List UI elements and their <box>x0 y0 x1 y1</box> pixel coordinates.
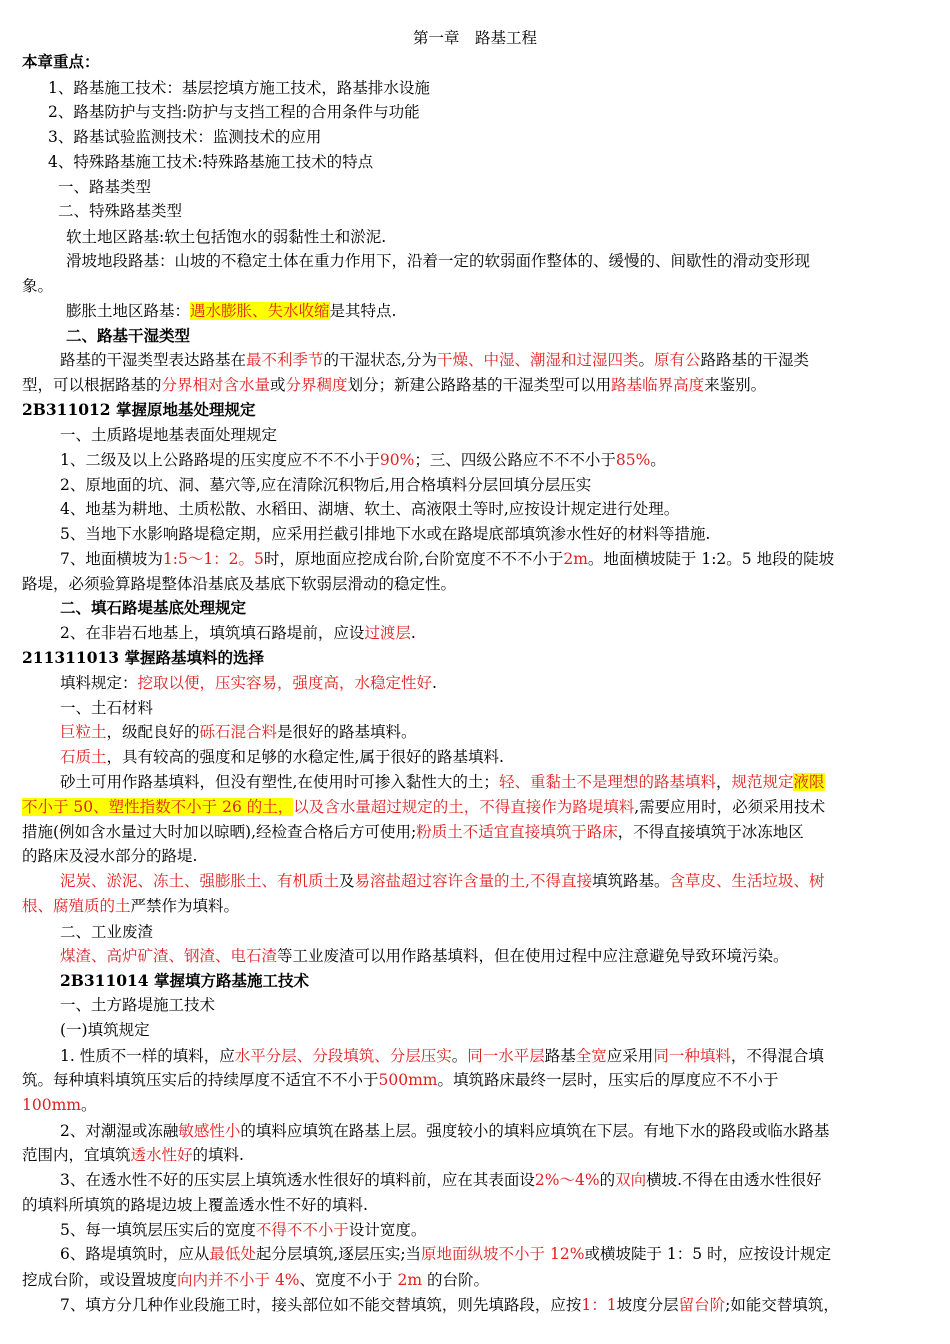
text-line <box>60 1046 932 1066</box>
text-segment: 一、土方路堤施工技术 <box>60 996 216 1014</box>
text-line <box>22 276 932 296</box>
text-segment: 根、腐殖质的土 <box>22 897 131 915</box>
text-line <box>60 350 932 370</box>
text-segment: 横坡.不得在由透水性很好 <box>646 1171 822 1189</box>
text-segment: 以及含水量超过规定的土，不得直接作为路堤填料 <box>293 798 635 816</box>
text-segment: 透水性好 <box>130 1146 193 1164</box>
text-line <box>60 673 932 693</box>
text-line <box>22 846 932 866</box>
text-segment: 向内并不小于 4% <box>177 1271 300 1289</box>
text-segment: 211311013 掌握路基填料的选择 <box>22 648 264 667</box>
text-line <box>22 52 932 72</box>
text-line <box>66 251 932 271</box>
text-segment: 规范规定 <box>731 773 794 791</box>
text-segment: 及 <box>339 872 355 890</box>
text-line <box>60 871 932 891</box>
text-segment: 挖成台阶，或设置坡度 <box>22 1271 178 1289</box>
text-segment: 的填料应填筑在路基上层。强度较小的填料应填筑在下层。有地下水的路段或临水路基 <box>240 1122 830 1140</box>
text-segment: 同一水平层 <box>467 1047 545 1065</box>
text-segment: 500mm <box>378 1071 438 1089</box>
text-segment: 留台阶 <box>678 1296 726 1314</box>
text-segment: ， <box>715 773 732 791</box>
text-line <box>60 1244 932 1264</box>
text-segment: 过渡层 <box>364 624 411 642</box>
text-segment: 划分；新建公路路基的干湿类型可以用 <box>347 376 612 394</box>
text-segment: 85% <box>615 451 651 469</box>
text-segment: 2、对潮湿或冻融 <box>60 1122 179 1140</box>
text-segment: 90% <box>379 451 415 469</box>
text-segment: 二、路基干湿类型 <box>66 326 191 345</box>
text-segment: 2、在非岩石地基上，填筑填石路堤前，应设 <box>60 624 365 642</box>
text-segment: 坡度分层 <box>616 1296 679 1314</box>
text-segment: 时，原地面应挖成台阶,台阶宽度不不不小于 <box>263 550 564 568</box>
text-segment: 遇水膨胀、失水收缩 <box>190 302 330 320</box>
text-segment: ;如能交替填筑， <box>725 1296 839 1314</box>
text-segment: 双向 <box>615 1171 647 1189</box>
text-segment: 象。 <box>22 277 54 295</box>
text-segment: 的填料所填筑的路堤边坡上覆盖透水性不好的填料. <box>22 1196 368 1214</box>
text-line <box>60 922 932 942</box>
text-segment: 路基临界高度 <box>611 376 705 394</box>
text-line <box>22 822 932 842</box>
text-segment: 措施(例如含水量过大时加以晾晒),经检查合格后方可使用; <box>22 823 417 841</box>
text-segment: 路路基的干湿类 <box>700 351 810 369</box>
text-line <box>60 995 932 1015</box>
text-segment: 砂土可用作路基填料，但没有塑性,在使用时可掺入黏性大的土； <box>60 773 499 791</box>
text-segment: 3、在透水性不好的压实层上填筑透水性很好的填料前，应在其表面设 <box>60 1171 535 1189</box>
text-segment: 2m <box>563 550 588 568</box>
text-segment: 分界稠度 <box>285 376 348 394</box>
text-segment: ，级配良好的 <box>106 723 200 741</box>
text-line <box>60 747 932 767</box>
text-line <box>60 598 932 618</box>
text-segment: 水平分层、分段填筑、分层压实 <box>234 1047 452 1065</box>
text-line <box>22 1195 932 1215</box>
text-segment: 二、填石路堤基底处理规定 <box>60 598 247 617</box>
text-segment: 应采用 <box>606 1047 654 1065</box>
text-line <box>58 201 932 221</box>
text-segment: 软土地区路基:软土包括饱水的弱黏性土和淤泥. <box>66 228 387 246</box>
text-line <box>60 722 932 742</box>
text-line <box>58 177 932 197</box>
text-line <box>22 375 932 395</box>
text-line <box>66 227 932 247</box>
text-line <box>22 1145 932 1165</box>
text-segment: 。 <box>638 351 654 369</box>
text-segment: 1. 性质不一样的填料，应 <box>60 1047 235 1065</box>
text-line <box>60 971 932 991</box>
text-segment: ，具有较高的强度和足够的水稳定性,属于很好的路基填料. <box>106 748 504 766</box>
text-line <box>60 499 932 519</box>
text-segment: . <box>410 624 416 642</box>
text-segment: 6、路堤填筑时，应从 <box>60 1245 210 1263</box>
text-segment: 敏感性小 <box>178 1122 241 1140</box>
text-segment: 石质土 <box>60 748 107 766</box>
text-line <box>60 1220 932 1240</box>
text-segment: 本章重点： <box>22 52 100 71</box>
text-line <box>22 1270 932 1290</box>
text-segment: 1：1 <box>581 1296 617 1314</box>
text-segment: 2m <box>397 1271 423 1289</box>
text-line <box>22 1095 932 1115</box>
text-segment: 填筑路基。 <box>591 872 670 890</box>
text-segment: ,不得直接 <box>525 872 592 890</box>
text-segment: 。地面横坡陡于 1:2。5 地段的陡坡 <box>587 550 835 568</box>
text-line <box>60 524 932 544</box>
text-segment: 路基 <box>544 1047 576 1065</box>
text-segment: ，不得直接填筑于冰冻地区 <box>617 823 804 841</box>
text-segment: 煤渣、高炉矿渣、钢渣、电石渣 <box>60 947 278 965</box>
text-segment: 5、当地下水影响路堤稳定期，应采用拦截引排地下水或在路堤底部填筑渗水性好的材料等措施. <box>60 525 711 543</box>
text-line <box>60 1121 932 1141</box>
text-segment: 、宽度不小于 <box>299 1271 398 1289</box>
text-segment: ，不得混合填 <box>730 1047 824 1065</box>
text-line <box>60 1295 932 1315</box>
text-line <box>60 1020 932 1040</box>
text-segment: 易溶盐超过容许含量的土 <box>354 872 526 890</box>
text-segment: 起分层填筑,逐层压实;当 <box>255 1245 422 1263</box>
text-segment: 液限 <box>793 773 825 791</box>
text-segment: 或 <box>270 376 286 394</box>
text-segment: 最低处 <box>209 1245 256 1263</box>
text-segment: 原有公 <box>654 351 701 369</box>
text-segment: 的填料. <box>192 1146 244 1164</box>
text-segment: 100mm <box>22 1096 81 1114</box>
text-segment: 二、工业废渣 <box>60 923 154 941</box>
text-segment: 2、原地面的坑、洞、墓穴等,应在清除沉积物后,用合格填料分层回填分层压实 <box>60 476 592 494</box>
text-segment: ；三、四级公路应不不不小于 <box>414 451 616 469</box>
text-line <box>22 797 932 817</box>
text-segment: 全宽 <box>575 1047 607 1065</box>
text-line <box>66 301 932 321</box>
text-line <box>22 896 932 916</box>
text-line <box>66 326 932 346</box>
text-segment: 4、特殊路基施工技术:特殊路基施工技术的特点 <box>48 153 374 171</box>
text-line <box>60 1170 932 1190</box>
text-segment: 砾石混合料 <box>199 723 278 741</box>
text-segment: (一)填筑规定 <box>60 1021 150 1039</box>
text-segment: 含草皮、生活垃圾、树 <box>669 872 825 890</box>
text-segment: 是其特点. <box>329 302 397 320</box>
text-segment: 的干湿状态,分为 <box>323 351 437 369</box>
text-segment: 5、每一填筑层压实后的宽度 <box>60 1221 256 1239</box>
text-segment: 膨胀土地区路基： <box>66 302 191 320</box>
text-line <box>60 946 932 966</box>
text-segment: 原地面纵坡不小于 12% <box>421 1245 585 1263</box>
text-segment: 。 <box>80 1096 97 1114</box>
text-segment: ,需要应用时，必须采用技术 <box>634 798 826 816</box>
text-segment: 1:5～1：2。5 <box>162 550 264 568</box>
chapter-title: 第一章 路基工程 <box>412 29 537 47</box>
text-segment: 分界相对含水量 <box>161 376 271 394</box>
text-segment: 7、填方分几种作业段施工时，接头部位如不能交替填筑，则先填路段，应按 <box>60 1296 582 1314</box>
text-segment: 最不利季节 <box>246 351 324 369</box>
text-segment: 巨粒土 <box>60 723 107 741</box>
text-segment: 来鉴别。 <box>704 376 767 394</box>
text-segment: 泥炭、淤泥、冻土、强膨胀土、有机质土 <box>60 872 340 890</box>
text-segment: 范围内，宜填筑 <box>22 1146 131 1164</box>
text-line <box>22 574 932 594</box>
text-segment: 的台阶。 <box>422 1271 489 1289</box>
text-segment: 同一种填料 <box>653 1047 731 1065</box>
text-segment: 挖取以便，压实容易，强度高，水稳定性好 <box>137 674 433 692</box>
text-line <box>60 475 932 495</box>
text-segment: 2、路基防护与支挡:防护与支挡工程的合用条件与功能 <box>48 103 420 121</box>
text-segment: 不小于 50、塑性指数不小于 26 的土， <box>22 798 294 816</box>
text-line <box>60 698 932 718</box>
text-line <box>22 1070 932 1090</box>
text-segment: 1、路基施工技术：基层挖填方施工技术，路基排水设施 <box>48 79 430 97</box>
text-segment: 设计宽度。 <box>348 1221 427 1239</box>
text-segment: 不得不不小于 <box>255 1221 349 1239</box>
text-segment: 2%～4% <box>534 1171 600 1189</box>
text-line <box>60 549 932 569</box>
text-line <box>48 78 932 98</box>
text-segment: 轻、重黏土不是理想的路基填料 <box>498 773 716 791</box>
text-segment: 1、二级及以上公路路堤的压实度应不不不小于 <box>60 451 380 469</box>
text-segment: 滑坡地段路基：山坡的不稳定土体在重力作用下，沿着一定的软弱面作整体的、缓慢的、间歇性的滑动变形现 <box>66 252 811 270</box>
text-segment: 。填筑路床最终一层时，压实后的厚度应不不小于 <box>437 1071 779 1089</box>
text-segment: 7、地面横坡为 <box>60 550 163 568</box>
text-line <box>48 127 932 147</box>
text-segment: 。 <box>451 1047 468 1065</box>
text-segment: 严禁作为填料。 <box>130 897 240 915</box>
text-segment: 一、土石材料 <box>60 699 154 717</box>
text-segment: 的 <box>599 1171 616 1189</box>
text-segment: 粉质土不适宜直接填筑于路床 <box>416 823 618 841</box>
text-segment: 一、路基类型 <box>58 178 152 196</box>
text-segment: 4、地基为耕地、土质松散、水稻田、湖塘、软土、高液限土等时,应按设计规定进行处理。 <box>60 500 680 518</box>
text-segment: 筑。每种填料填筑压实后的持续厚度不适宜不不小于 <box>22 1071 379 1089</box>
text-line <box>60 450 932 470</box>
text-line <box>48 102 932 122</box>
text-segment: 3、路基试验监测技术：监测技术的应用 <box>48 128 322 146</box>
text-line <box>60 623 932 643</box>
text-segment: 2B311012 掌握原地基处理规定 <box>22 400 256 419</box>
text-segment: 或横坡陡于 1：5 时，应按设计规定 <box>584 1245 832 1263</box>
text-segment: 填料规定： <box>60 674 138 692</box>
text-segment: 路基的干湿类型表达路基在 <box>60 351 247 369</box>
text-segment: 是很好的路基填料。 <box>277 723 417 741</box>
text-line <box>60 772 932 792</box>
text-segment: 二、特殊路基类型 <box>58 202 183 220</box>
text-segment: 等工业废渣可以用作路基填料，但在使用过程中应注意避免导致环境污染。 <box>277 947 789 965</box>
text-line <box>22 400 932 420</box>
text-segment: 型，可以根据路基的 <box>22 376 162 394</box>
text-segment: 的路床及浸水部分的路堤. <box>22 847 198 865</box>
text-segment: 。 <box>650 451 666 469</box>
text-segment: 干燥、中湿、潮湿和过湿四类 <box>436 351 639 369</box>
text-line <box>22 648 932 668</box>
text-line <box>60 425 932 445</box>
text-segment: 路堤，必须验算路堤整体沿基底及基底下软弱层滑动的稳定性。 <box>22 575 457 593</box>
text-segment: . <box>432 674 437 692</box>
text-segment: 2B311014 掌握填方路基施工技术 <box>60 971 309 990</box>
text-segment: 一、土质路堤地基表面处理规定 <box>60 426 278 444</box>
text-line <box>48 152 932 172</box>
